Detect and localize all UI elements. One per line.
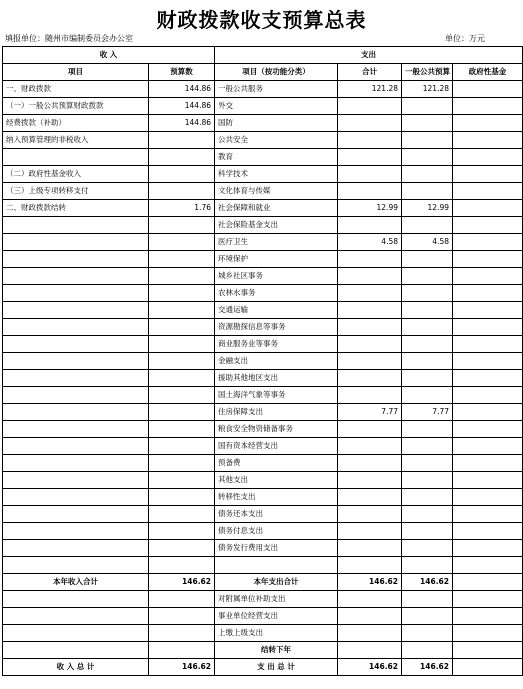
- income-item-cell: [3, 234, 149, 251]
- table-row: [3, 455, 523, 472]
- income-budget-cell: [149, 523, 215, 540]
- expense-fund-cell: [453, 574, 523, 591]
- expense-item-cell: [215, 557, 338, 574]
- table-row: [3, 489, 523, 506]
- table-row: [3, 472, 523, 489]
- expense-total-cell: [338, 115, 402, 132]
- expense-fund-cell: [453, 625, 523, 642]
- expense-fund-cell: [453, 523, 523, 540]
- expense-total-cell: [338, 166, 402, 183]
- table-row: [3, 251, 523, 268]
- income-item-cell: [3, 285, 149, 302]
- expense-fund-cell: [453, 285, 523, 302]
- table-row: [3, 81, 523, 98]
- expense-item-cell: 债务发行费用支出: [215, 540, 338, 557]
- table-row: [3, 625, 523, 642]
- expense-total-cell: 12.99: [338, 200, 402, 217]
- income-item-cell: 一、财政拨款: [3, 81, 149, 98]
- table-row: [3, 98, 523, 115]
- expense-total-cell: [338, 540, 402, 557]
- empty-cell: [338, 642, 402, 659]
- income-budget-cell: [149, 438, 215, 455]
- expense-fund-cell: [453, 302, 523, 319]
- expense-general-cell: [402, 540, 453, 557]
- table-row: [3, 659, 523, 676]
- col-budget-header: 预算数: [149, 64, 215, 81]
- income-budget-cell: 144.86: [149, 115, 215, 132]
- expense-fund-cell: [453, 251, 523, 268]
- income-budget-cell: [149, 217, 215, 234]
- expense-general-cell: 7.77: [402, 404, 453, 421]
- empty-cell: [453, 642, 523, 659]
- expense-general-cell: [402, 285, 453, 302]
- expense-fund-cell: [453, 81, 523, 98]
- expense-item-cell: 国防: [215, 115, 338, 132]
- income-item-cell: [3, 319, 149, 336]
- expense-total-cell: [338, 285, 402, 302]
- expense-item-cell: 国有资本经营支出: [215, 438, 338, 455]
- expense-item-cell: 金融支出: [215, 353, 338, 370]
- expense-general-cell: 121.28: [402, 81, 453, 98]
- income-item-cell: 收 入 总 计: [3, 659, 149, 676]
- income-budget-cell: [149, 608, 215, 625]
- expense-item-cell: 对附属单位补助支出: [215, 591, 338, 608]
- table-row: [3, 608, 523, 625]
- expense-total-cell: [338, 421, 402, 438]
- expense-item-cell: 国土海洋气象等事务: [215, 387, 338, 404]
- income-item-cell: [3, 387, 149, 404]
- table-row: [3, 319, 523, 336]
- expense-fund-cell: [453, 472, 523, 489]
- table-row: [3, 591, 523, 608]
- expense-item-cell: 支 出 总 计: [215, 659, 338, 676]
- income-budget-cell: [149, 132, 215, 149]
- expense-fund-cell: [453, 591, 523, 608]
- expense-general-cell: 12.99: [402, 200, 453, 217]
- expense-item-cell: 一般公共服务: [215, 81, 338, 98]
- reporting-unit: 填报单位：随州市编制委员会办公室: [5, 34, 133, 43]
- expense-item-cell: 环境保护: [215, 251, 338, 268]
- income-item-cell: （一）一般公共预算财政拨款: [3, 98, 149, 115]
- expense-item-cell: 商业服务业等事务: [215, 336, 338, 353]
- expense-item-cell: 援助其他地区支出: [215, 370, 338, 387]
- expense-item-cell: 社会保险基金支出: [215, 217, 338, 234]
- expense-item-cell: 债务还本支出: [215, 506, 338, 523]
- table-row: [3, 183, 523, 200]
- income-budget-cell: [149, 336, 215, 353]
- income-budget-cell: 144.86: [149, 98, 215, 115]
- expense-general-cell: [402, 506, 453, 523]
- empty-cell: [149, 642, 215, 659]
- income-item-cell: [3, 455, 149, 472]
- income-budget-cell: [149, 421, 215, 438]
- expense-general-cell: [402, 557, 453, 574]
- expense-total-cell: [338, 557, 402, 574]
- income-budget-cell: [149, 455, 215, 472]
- expense-item-cell: 预备费: [215, 455, 338, 472]
- expense-total-cell: [338, 506, 402, 523]
- expense-general-cell: [402, 98, 453, 115]
- expense-general-cell: [402, 421, 453, 438]
- income-budget-cell: [149, 268, 215, 285]
- expense-total-cell: [338, 98, 402, 115]
- expense-general-cell: [402, 217, 453, 234]
- table-row: [3, 149, 523, 166]
- income-budget-cell: [149, 183, 215, 200]
- expense-total-cell: [338, 149, 402, 166]
- expense-fund-cell: [453, 540, 523, 557]
- expense-total-cell: [338, 268, 402, 285]
- expense-general-cell: [402, 523, 453, 540]
- income-item-cell: [3, 540, 149, 557]
- income-item-cell: （三）上级专项转移支付: [3, 183, 149, 200]
- expense-item-cell: 公共安全: [215, 132, 338, 149]
- expense-item-cell: 事业单位经营支出: [215, 608, 338, 625]
- expense-fund-cell: [453, 421, 523, 438]
- income-budget-cell: [149, 489, 215, 506]
- income-item-cell: [3, 268, 149, 285]
- table-row: [3, 438, 523, 455]
- income-budget-cell: [149, 149, 215, 166]
- income-budget-cell: 1.76: [149, 200, 215, 217]
- income-item-cell: [3, 217, 149, 234]
- expense-general-cell: [402, 353, 453, 370]
- expense-fund-cell: [453, 149, 523, 166]
- expense-fund-cell: [453, 404, 523, 421]
- expense-total-cell: [338, 217, 402, 234]
- expense-fund-cell: [453, 370, 523, 387]
- expense-fund-cell: [453, 98, 523, 115]
- expense-general-cell: [402, 183, 453, 200]
- table-row: [3, 506, 523, 523]
- expense-total-cell: [338, 523, 402, 540]
- income-budget-cell: [149, 557, 215, 574]
- expense-total-cell: 146.62: [338, 574, 402, 591]
- expense-general-cell: [402, 455, 453, 472]
- expense-general-cell: 146.62: [402, 659, 453, 676]
- expense-fund-cell: [453, 455, 523, 472]
- income-item-cell: [3, 370, 149, 387]
- expense-fund-cell: [453, 387, 523, 404]
- income-item-cell: [3, 353, 149, 370]
- expense-general-cell: [402, 438, 453, 455]
- expense-fund-cell: [453, 659, 523, 676]
- income-budget-cell: [149, 319, 215, 336]
- table-row: [3, 540, 523, 557]
- table-row: [3, 370, 523, 387]
- table-row: [3, 217, 523, 234]
- income-budget-cell: [149, 166, 215, 183]
- expense-fund-cell: [453, 200, 523, 217]
- col-func-header: 项目（按功能分类）: [215, 64, 338, 81]
- report-title: 财政拨款收支预算总表: [156, 8, 367, 32]
- expense-item-cell: 社会保障和就业: [215, 200, 338, 217]
- expense-total-cell: [338, 319, 402, 336]
- expense-total-cell: [338, 591, 402, 608]
- income-budget-cell: [149, 370, 215, 387]
- income-item-cell: [3, 591, 149, 608]
- budget-table: [2, 46, 523, 676]
- income-budget-cell: [149, 353, 215, 370]
- table-row: [3, 268, 523, 285]
- expense-general-cell: 146.62: [402, 574, 453, 591]
- expense-fund-cell: [453, 217, 523, 234]
- expense-fund-cell: [453, 353, 523, 370]
- table-row: [3, 234, 523, 251]
- expense-general-cell: [402, 370, 453, 387]
- income-header: 收 入: [3, 47, 215, 64]
- expense-fund-cell: [453, 166, 523, 183]
- income-item-cell: 经费拨款（补助）: [3, 115, 149, 132]
- expense-item-cell: 债务付息支出: [215, 523, 338, 540]
- expense-total-cell: 4.58: [338, 234, 402, 251]
- expense-general-cell: [402, 625, 453, 642]
- expense-general-cell: [402, 591, 453, 608]
- expense-general-cell: [402, 251, 453, 268]
- expense-total-cell: [338, 183, 402, 200]
- expense-general-cell: 4.58: [402, 234, 453, 251]
- col-item-header: 项目: [3, 64, 149, 81]
- income-item-cell: [3, 472, 149, 489]
- expense-general-cell: [402, 319, 453, 336]
- income-item-cell: [3, 506, 149, 523]
- expense-fund-cell: [453, 268, 523, 285]
- expense-general-cell: [402, 302, 453, 319]
- table-row: [3, 523, 523, 540]
- income-budget-cell: [149, 472, 215, 489]
- expense-general-cell: [402, 115, 453, 132]
- income-item-cell: [3, 489, 149, 506]
- expense-item-cell: 外交: [215, 98, 338, 115]
- table-row: [3, 574, 523, 591]
- income-budget-cell: [149, 251, 215, 268]
- income-item-cell: [3, 625, 149, 642]
- table-row: [3, 336, 523, 353]
- income-item-cell: [3, 608, 149, 625]
- income-item-cell: （二）政府性基金收入: [3, 166, 149, 183]
- expense-item-cell: 资源勘探信息等事务: [215, 319, 338, 336]
- expense-general-cell: [402, 268, 453, 285]
- expense-fund-cell: [453, 183, 523, 200]
- table-row: [3, 353, 523, 370]
- table-row: [3, 302, 523, 319]
- expense-general-cell: [402, 608, 453, 625]
- expense-item-cell: 文化体育与传媒: [215, 183, 338, 200]
- income-item-cell: [3, 251, 149, 268]
- expense-total-cell: 7.77: [338, 404, 402, 421]
- income-item-cell: [3, 336, 149, 353]
- expense-item-cell: 教育: [215, 149, 338, 166]
- income-budget-cell: [149, 506, 215, 523]
- expense-fund-cell: [453, 489, 523, 506]
- expense-general-cell: [402, 132, 453, 149]
- header-row-columns: [3, 64, 523, 81]
- expense-general-cell: [402, 336, 453, 353]
- table-row: [3, 557, 523, 574]
- income-item-cell: [3, 557, 149, 574]
- expense-total-cell: [338, 472, 402, 489]
- table-row: [3, 115, 523, 132]
- expense-fund-cell: [453, 132, 523, 149]
- table-row: [3, 285, 523, 302]
- expense-item-cell: 其他支出: [215, 472, 338, 489]
- expense-fund-cell: [453, 319, 523, 336]
- empty-cell: [402, 642, 453, 659]
- expense-general-cell: [402, 489, 453, 506]
- expense-total-cell: [338, 438, 402, 455]
- income-budget-cell: [149, 540, 215, 557]
- expense-fund-cell: [453, 234, 523, 251]
- expense-item-cell: 医疗卫生: [215, 234, 338, 251]
- expense-total-cell: [338, 251, 402, 268]
- currency-unit: 单位：万元: [445, 34, 485, 43]
- income-budget-cell: [149, 404, 215, 421]
- expense-total-cell: 146.62: [338, 659, 402, 676]
- expense-fund-cell: [453, 557, 523, 574]
- expense-general-cell: [402, 149, 453, 166]
- expense-fund-cell: [453, 115, 523, 132]
- expense-general-cell: [402, 387, 453, 404]
- income-item-cell: [3, 149, 149, 166]
- expense-item-cell: 本年支出合计: [215, 574, 338, 591]
- income-item-cell: [3, 421, 149, 438]
- expense-total-cell: [338, 608, 402, 625]
- table-row: [3, 166, 523, 183]
- income-item-cell: [3, 302, 149, 319]
- expense-total-cell: [338, 455, 402, 472]
- income-item-cell: [3, 523, 149, 540]
- expense-header: 支出: [215, 47, 523, 64]
- income-budget-cell: [149, 387, 215, 404]
- expense-item-cell: 转移性支出: [215, 489, 338, 506]
- expense-total-cell: [338, 370, 402, 387]
- expense-total-cell: [338, 489, 402, 506]
- expense-item-cell: 交通运输: [215, 302, 338, 319]
- expense-total-cell: 121.28: [338, 81, 402, 98]
- carry-forward-label: 结转下年: [215, 642, 338, 659]
- table-row: [3, 200, 523, 217]
- expense-item-cell: 住房保障支出: [215, 404, 338, 421]
- income-budget-cell: 144.86: [149, 81, 215, 98]
- expense-total-cell: [338, 302, 402, 319]
- header-row-group: [3, 47, 523, 64]
- income-budget-cell: 146.62: [149, 659, 215, 676]
- expense-item-cell: 农林水事务: [215, 285, 338, 302]
- income-budget-cell: [149, 285, 215, 302]
- expense-total-cell: [338, 336, 402, 353]
- expense-item-cell: 城乡社区事务: [215, 268, 338, 285]
- income-budget-cell: [149, 591, 215, 608]
- expense-item-cell: 上缴上级支出: [215, 625, 338, 642]
- income-item-cell: 二、财政拨款结转: [3, 200, 149, 217]
- income-budget-cell: [149, 234, 215, 251]
- table-row: [3, 421, 523, 438]
- income-item-cell: [3, 438, 149, 455]
- income-budget-cell: [149, 625, 215, 642]
- table-row: [3, 642, 523, 659]
- table-row: [3, 132, 523, 149]
- expense-fund-cell: [453, 506, 523, 523]
- expense-general-cell: [402, 166, 453, 183]
- expense-fund-cell: [453, 608, 523, 625]
- expense-total-cell: [338, 625, 402, 642]
- income-item-cell: 本年收入合计: [3, 574, 149, 591]
- table-row: [3, 404, 523, 421]
- expense-item-cell: 粮食安全物资储备事务: [215, 421, 338, 438]
- expense-total-cell: [338, 132, 402, 149]
- expense-total-cell: [338, 387, 402, 404]
- col-general-header: 一般公共预算: [402, 64, 453, 81]
- table-row: [3, 387, 523, 404]
- col-total-header: 合计: [338, 64, 402, 81]
- income-item-cell: 纳入预算管理的非税收入: [3, 132, 149, 149]
- expense-item-cell: 科学技术: [215, 166, 338, 183]
- expense-total-cell: [338, 353, 402, 370]
- col-fund-header: 政府性基金: [453, 64, 523, 81]
- income-budget-cell: 146.62: [149, 574, 215, 591]
- income-budget-cell: [149, 302, 215, 319]
- expense-fund-cell: [453, 438, 523, 455]
- income-item-cell: [3, 404, 149, 421]
- expense-general-cell: [402, 472, 453, 489]
- expense-fund-cell: [453, 336, 523, 353]
- empty-cell: [3, 642, 149, 659]
